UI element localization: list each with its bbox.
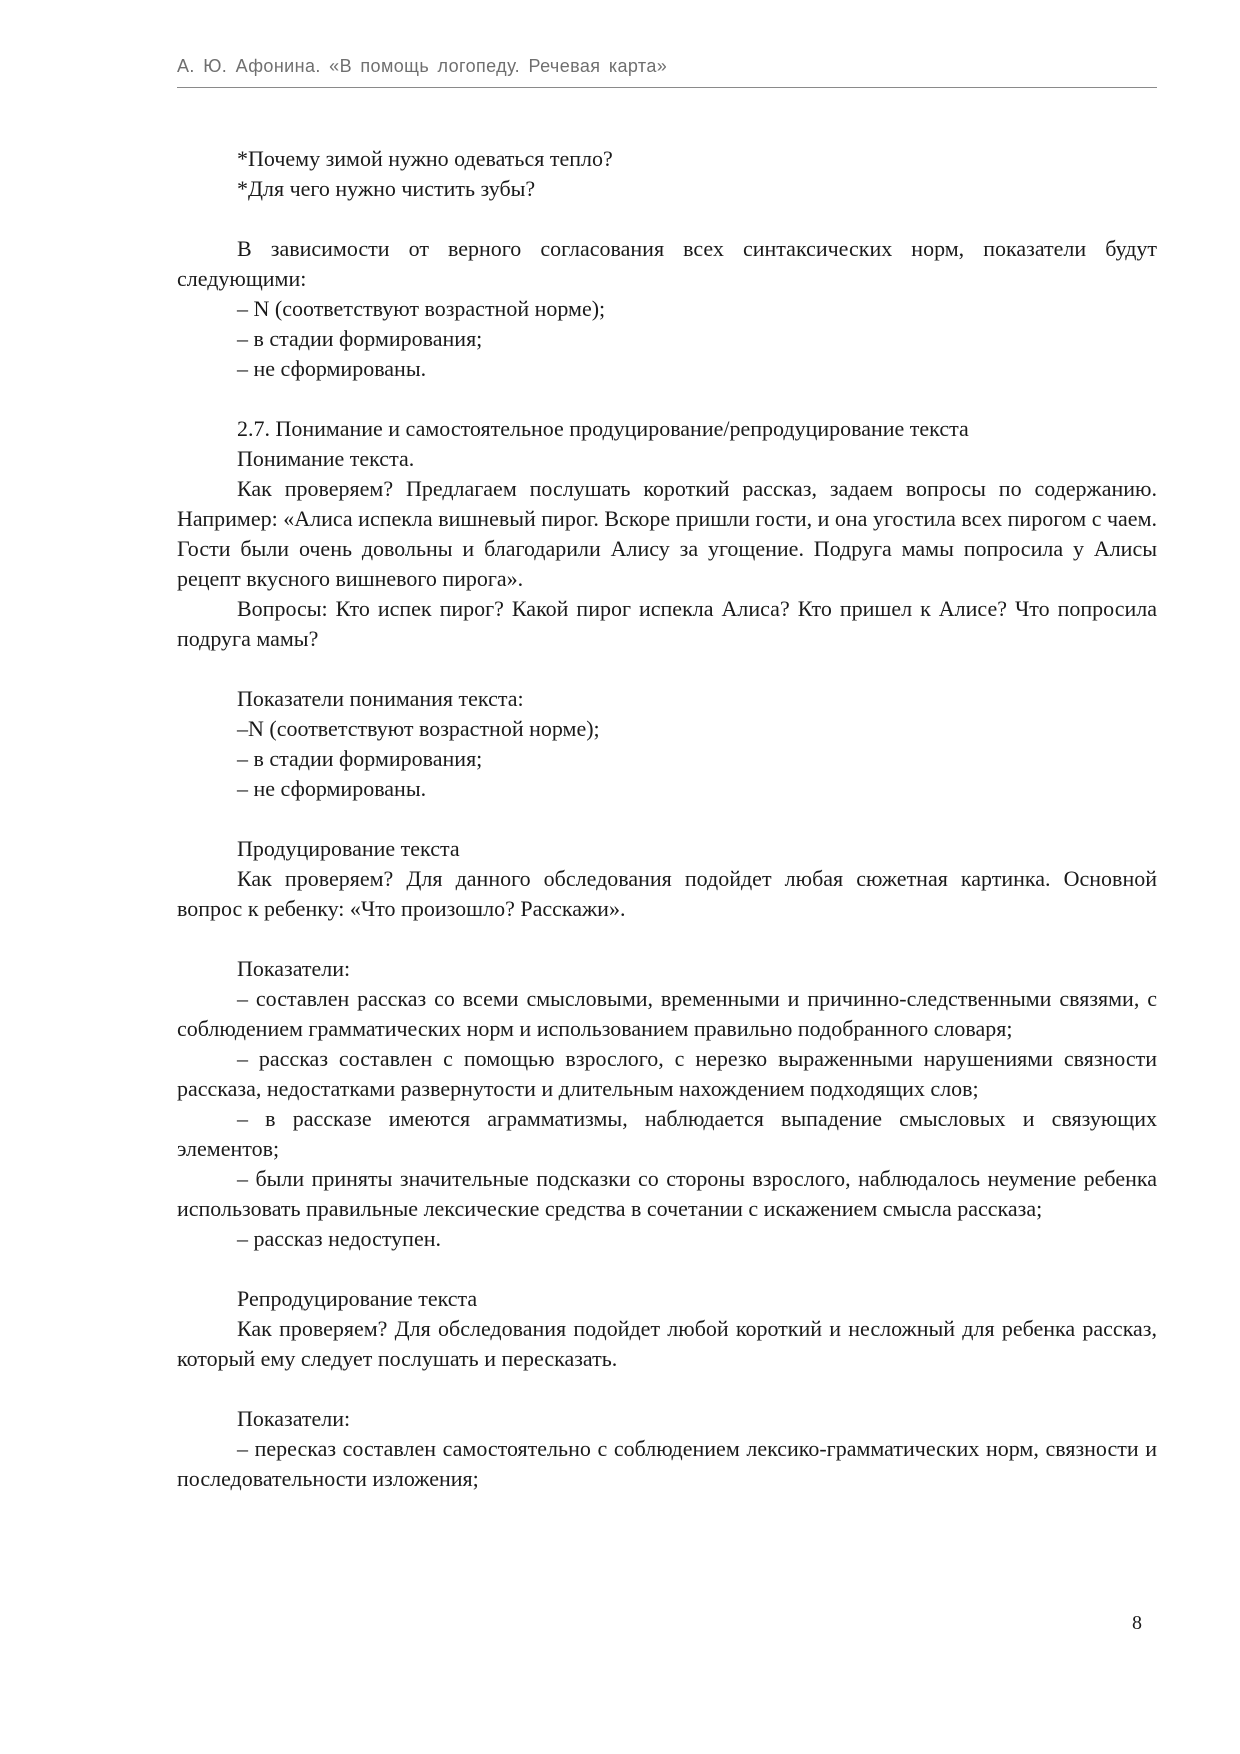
body-text — [177, 144, 1157, 1494]
indicator-item: – N (соответствуют возрастной норме); — [237, 296, 606, 321]
indicators-heading: Показатели понимания текста: — [237, 686, 524, 711]
indicator-item: –N (соответствуют возрастной норме); — [237, 716, 600, 741]
subsection-heading: Продуцирование текста — [237, 836, 460, 861]
syntax-indicators-intro: В зависимости от верного согласования всех синтаксических норм, показатели будут следующими: — [177, 236, 1157, 291]
paragraph-gap — [177, 1254, 1157, 1284]
subsection-heading: Репродуцирование текста — [237, 1286, 478, 1311]
indicator-item: – в стадии формирования; — [237, 746, 483, 771]
paragraph-gap — [177, 204, 1157, 234]
indicator-item: – не сформированы. — [237, 356, 427, 381]
paragraph-gap — [177, 1374, 1157, 1404]
method-paragraph: Как проверяем? Предлагаем послушать короткий рассказ, задаем вопросы по содержанию. Например: «Алиса испекла вишневый пирог. Вскоре пришли гости, и она угостила всех пирогом с чаем. Гости были очень довольны и благодарили Алису за угощение. Подруга мамы попросила у Алисы рецепт вкусного вишневого пирога». — [177, 476, 1157, 591]
indicator-item: – рассказ составлен с помощью взрослого, с нерезко выраженными нарушениями связности рассказа, недостатками развернутости и длительным нахождением подходящих слов; — [177, 1046, 1157, 1101]
indicator-item: – в стадии формирования; — [237, 326, 483, 351]
indicator-item: – были приняты значительные подсказки со стороны взрослого, наблюдалось неумение ребенка использовать правильные лексические средства в сочетании с искажением смысла рассказа; — [177, 1166, 1157, 1221]
indicator-item: – составлен рассказ со всеми смысловыми, временными и причинно-следственными связями, с соблюдением грамматических норм и использованием правильно подобранного словаря; — [177, 986, 1157, 1041]
header-divider — [177, 87, 1157, 88]
indicators-heading: Показатели: — [237, 1406, 351, 1431]
section-title: 2.7. Понимание и самостоятельное продуцирование/репродуцирование текста — [237, 416, 969, 441]
example-question: *Почему зимой нужно одеваться тепло? — [237, 146, 613, 171]
running-header: А. Ю. Афонина. «В помощь логопеду. Речевая карта» — [177, 56, 668, 76]
paragraph-gap — [177, 384, 1157, 414]
questions-paragraph: Вопросы: Кто испек пирог? Какой пирог испекла Алиса? Кто пришел к Алисе? Что попросила подруга мамы? — [177, 596, 1157, 651]
paragraph-gap — [177, 654, 1157, 684]
subsection-heading: Понимание текста. — [237, 446, 415, 471]
paragraph-gap — [177, 804, 1157, 834]
example-question: *Для чего нужно чистить зубы? — [237, 176, 536, 201]
indicator-item: – рассказ недоступен. — [237, 1226, 441, 1251]
indicator-item: – пересказ составлен самостоятельно с соблюдением лексико-грамматических норм, связности и последовательности изложения; — [177, 1436, 1157, 1491]
method-paragraph: Как проверяем? Для обследования подойдет любой короткий и несложный для ребенка рассказ, который ему следует послушать и пересказать. — [177, 1316, 1157, 1371]
indicator-item: – в рассказе имеются аграмматизмы, наблюдается выпадение смысловых и связующих элементов; — [177, 1106, 1157, 1161]
page-number: 8 — [1132, 1612, 1142, 1634]
indicator-item: – не сформированы. — [237, 776, 427, 801]
method-paragraph: Как проверяем? Для данного обследования подойдет любая сюжетная картинка. Основной вопрос к ребенку: «Что произошло? Расскажи». — [177, 866, 1157, 921]
paragraph-gap — [177, 924, 1157, 954]
indicators-heading: Показатели: — [237, 956, 351, 981]
